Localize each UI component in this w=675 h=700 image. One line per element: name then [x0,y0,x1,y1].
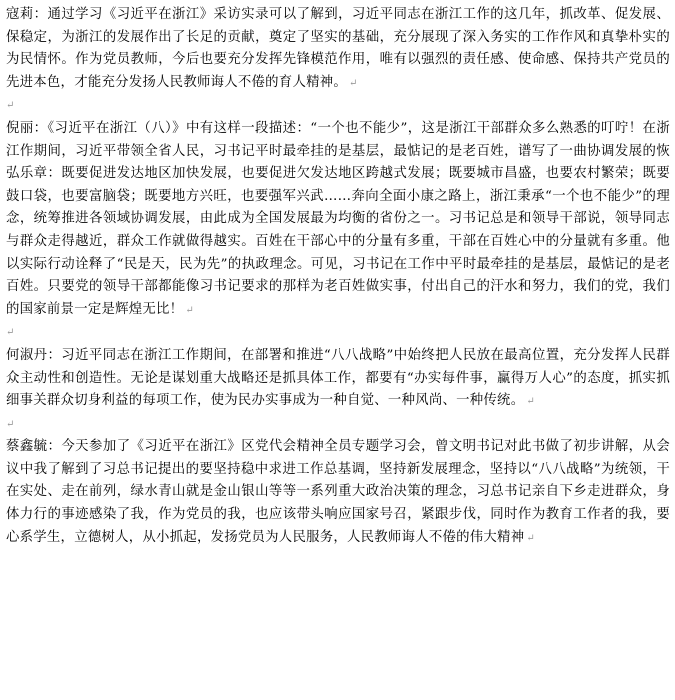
empty-paragraph [6,95,670,118]
paragraph-cai-xin-yu [6,436,670,550]
paragraph-kou-li [6,4,670,95]
empty-paragraph [6,322,670,345]
paragraph-ni-li [6,118,670,322]
paragraph-mark-icon: ↵ [185,304,194,316]
paragraph-text: 何淑丹：习近平同志在浙江工作期间，在部署和推进“八八战略”中始终把人民放在最高位置，充分发挥人民群众主动性和创造性。无论是谋划重大战略还是抓具体工作，都要有“办实每件事，赢得万人心”的态度，抓实抓细事关群众切身利益的每项工作，使为民办实事成为一种自觉、一种风尚、一种传统。 [6,347,670,409]
paragraph-mark-icon: ↵ [526,396,535,408]
paragraph-mark-icon: ↵ [6,100,15,112]
paragraph-he-shu-dan [6,345,670,414]
paragraph-text: 倪丽：《习近平在浙江（八）》中有这样一段描述：“一个也不能少”，这是浙江干部群众多么熟悉的叮咛！在浙江作期间，习近平带领全省人民，习书记平时最牵挂的是基层，最惦记的是老百姓，谱写了一曲协调发展的恢弘乐章：既要促进发达地区加快发展，也要促进欠发达地区跨越式发展；既要城市昌盛，也要农村繁荣；既要鼓口袋，也要富脑袋；既要地方兴旺，也要强军兴武……奔向全面小康之路上，浙江秉承“一个也不能少”的理念，统筹推进各领域协调发展，由此成为全国发展最为均衡的省份之一。习书记总是和领导干部说，领导同志与群众走得越近，群众工作就做得越实。百姓在干部心中的分量有多重，干部在百姓心中的分量就有多重。他以实际行动诠释了“民是天，民为先”的执政理念。可见，习书记在工作中平时最牵挂的是基层，最惦记的是老百姓。只要党的领导干部都能像习书记要求的那样为老百姓做实事，付出自己的汗水和努力，我们的党，我们的国家前景一定是辉煌无比！ [6,120,670,317]
paragraph-mark-icon: ↵ [526,532,535,544]
paragraph-mark-icon: ↵ [349,77,358,89]
paragraph-text: 蔡鑫毓：今天参加了《习近平在浙江》区党代会精神全员专题学习会，曾文明书记对此书做了初步讲解，从会议中我了解到了习总书记提出的要坚持稳中求进工作总基调，坚持新发展理念，坚持以“八八战略”为统领，干在实处、走在前列，绿水青山就是金山银山等等一系列重大政治决策的理念，习总书记亲自下乡走进群众，身体力行的事迹感染了我，作为党员的我，也应该带头响应国家号召，紧跟步伐，同时作为教育工作者的我，要心系学生，立德树人，从小抓起，发扬党员为人民服务，人民教师诲人不倦的伟大精神 [6,439,670,545]
paragraph-text: 寇莉：通过学习《习近平在浙江》采访实录可以了解到，习近平同志在浙江工作的这几年，抓改革、促发展、保稳定，为浙江的发展作出了长足的贡献，奠定了坚实的基础，充分展现了深入务实的工作作风和真挚朴实的为民情怀。作为党员教师，今后也要充分发挥先锋模范作用，唯有以强烈的责任感、使命感、保持共产党员的先进本色，才能充分发扬人民教师诲人不倦的育人精神。 [6,7,670,90]
paragraph-mark-icon: ↵ [6,327,15,339]
paragraph-mark-icon: ↵ [6,418,15,430]
empty-paragraph [6,414,670,437]
document-body [6,4,670,550]
